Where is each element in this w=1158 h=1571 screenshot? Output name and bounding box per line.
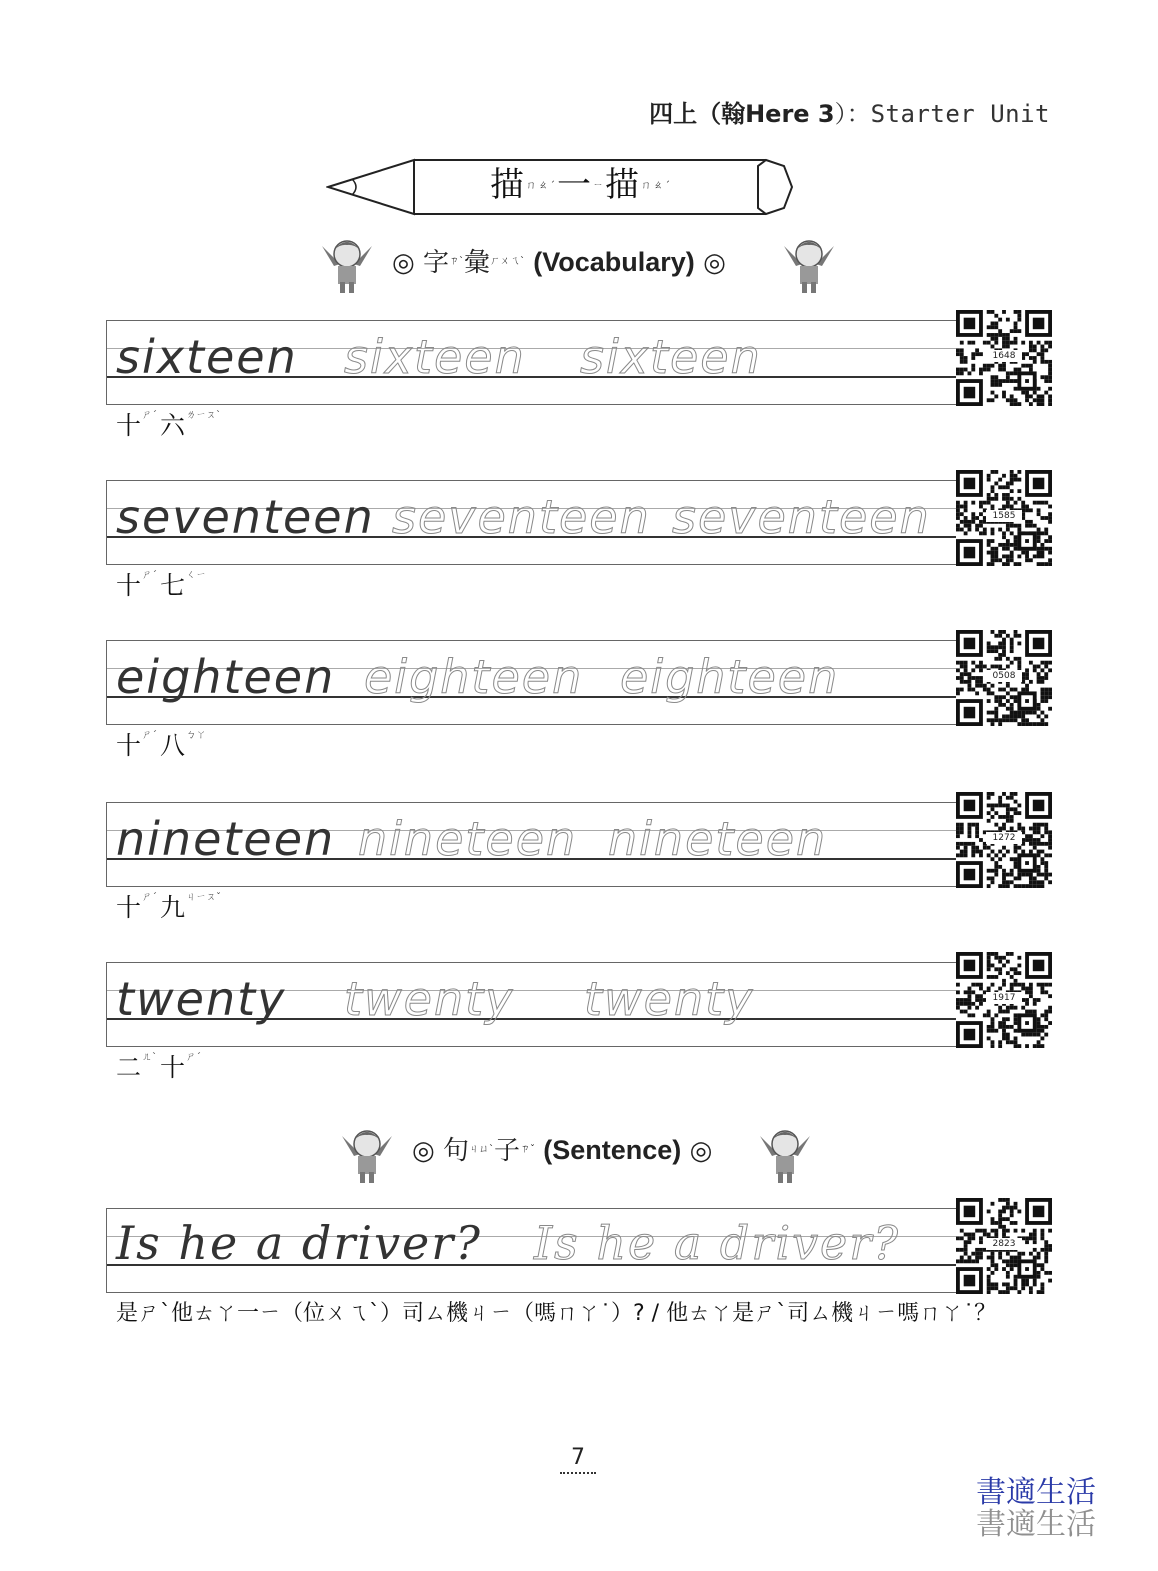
title-char: 描 [605, 165, 641, 205]
translation-bopomofo: ㄕˊ [142, 892, 158, 903]
section-marker: ◎ [412, 1136, 435, 1166]
translation-char: 十 [116, 571, 142, 600]
page-header [649, 94, 1050, 129]
section-bopomofo: ㄗˋ [448, 256, 464, 267]
qr-code-number: 1917 [986, 992, 1022, 1004]
child-icon [320, 236, 374, 294]
brand-logo-shadow: 書適生活 [976, 1507, 1096, 1542]
section-marker: ◎ [703, 248, 726, 278]
vocab-translation [116, 406, 224, 442]
vocab-writing-lines [106, 962, 956, 1046]
translation-char: 十 [116, 893, 142, 922]
translation-char: 八 [160, 731, 186, 760]
header-close: ）： [834, 100, 871, 128]
section-marker: ◎ [689, 1136, 713, 1166]
section-zh: 字 [422, 248, 449, 278]
vocab-translation [116, 566, 209, 602]
vocab-word: sixteen [116, 330, 298, 384]
title-bopomofo: ㄇㄠˊ [641, 180, 672, 192]
child-icon [758, 1126, 812, 1184]
qr-code-number: 1648 [986, 350, 1022, 362]
translation-bopomofo: ㄐㄧㄡˇ [186, 892, 222, 903]
vocab-word-trace: nineteen [358, 812, 578, 866]
vocab-word-trace: eighteen [364, 650, 584, 704]
title-char: 描 [490, 165, 526, 205]
brand-logo: 書適生活 [976, 1475, 1096, 1510]
section-marker: ◎ [392, 248, 415, 278]
title-char: 一 [557, 165, 593, 205]
translation-char: 九 [160, 893, 186, 922]
translation-bopomofo: ㄅㄚ [186, 730, 207, 741]
translation-bopomofo: ㄌㄧㄡˋ [186, 410, 222, 421]
qr-code[interactable] [956, 1198, 1052, 1294]
vocab-writing-lines [106, 802, 956, 886]
qr-code-number: 1585 [986, 510, 1022, 522]
vocab-word-trace: seventeen [392, 490, 651, 544]
header-book: Here 3 [745, 100, 835, 128]
pencil-title [416, 162, 746, 208]
qr-code[interactable] [956, 310, 1052, 406]
vocab-word-trace: sixteen [580, 330, 762, 384]
translation-char: 十 [116, 411, 142, 440]
vocab-word-trace: eighteen [620, 650, 840, 704]
translation-bopomofo: ㄑㄧ [186, 570, 207, 581]
child-icon [782, 236, 836, 294]
sentence-trace: Is he a driver? [534, 1216, 900, 1270]
translation-char: 六 [160, 411, 186, 440]
qr-code-number: 1272 [986, 832, 1022, 844]
vocabulary-section-title [392, 236, 726, 288]
section-bopomofo: ㄐㄩˋ [468, 1144, 494, 1155]
vocab-writing-lines [106, 480, 956, 564]
sentence-writing-lines [106, 1208, 956, 1292]
title-bopomofo: ㄧ [593, 180, 605, 192]
header-unit: Starter Unit [870, 100, 1050, 128]
vocab-writing-lines [106, 640, 956, 724]
sentence-section-title [412, 1124, 712, 1176]
section-en: (Vocabulary) [533, 247, 695, 277]
title-bopomofo: ㄇㄠˊ [526, 180, 557, 192]
sentence-example: Is he a driver? [116, 1216, 482, 1270]
translation-char: 十 [116, 731, 142, 760]
translation-bopomofo: ㄕˊ [142, 410, 158, 421]
translation-char: 二 [116, 1053, 142, 1082]
vocab-word-trace: twenty [344, 972, 515, 1026]
vocab-translation [116, 888, 224, 924]
sentence-translation: 是ㄕˋ他ㄊㄚ一ㄧ（位ㄨㄟˋ）司ㄙ機ㄐㄧ（嗎ㄇㄚ˙）? / 他ㄊㄚ是ㄕˋ司ㄙ機ㄐㄧ嗎ㄇㄚ˙？ [116, 1301, 997, 1326]
translation-bopomofo: ㄕˊ [142, 570, 158, 581]
vocab-translation [116, 726, 209, 762]
page-number: 7 [560, 1444, 596, 1474]
vocab-word-trace: nineteen [608, 812, 828, 866]
qr-code-number: 0508 [986, 670, 1022, 682]
child-icon [340, 1126, 394, 1184]
section-zh: 句 [442, 1136, 469, 1166]
vocab-word: eighteen [116, 650, 336, 704]
qr-code[interactable] [956, 792, 1052, 888]
qr-code-number: 2823 [986, 1238, 1022, 1250]
vocab-translation [116, 1048, 204, 1084]
section-bopomofo: ㄏㄨㄟˋ [489, 256, 525, 267]
section-en: (Sentence) [543, 1135, 682, 1165]
vocab-word-trace: seventeen [672, 490, 931, 544]
vocab-word-trace: twenty [584, 972, 755, 1026]
vocab-writing-lines [106, 320, 956, 404]
header-grade: 四上（翰 [649, 100, 746, 128]
translation-char: 十 [160, 1053, 186, 1082]
translation-bopomofo: ㄕˊ [142, 730, 158, 741]
section-zh: 子 [493, 1136, 520, 1166]
translation-bopomofo: ㄦˋ [142, 1052, 158, 1063]
qr-code[interactable] [956, 470, 1052, 566]
section-bopomofo: ㄗˇ [519, 1144, 535, 1155]
qr-code[interactable] [956, 630, 1052, 726]
vocab-word: nineteen [116, 812, 336, 866]
qr-code[interactable] [956, 952, 1052, 1048]
section-zh: 彙 [463, 248, 490, 278]
vocab-word: twenty [116, 972, 287, 1026]
vocab-word: seventeen [116, 490, 375, 544]
translation-bopomofo: ㄕˊ [186, 1052, 202, 1063]
translation-char: 七 [160, 571, 186, 600]
vocab-word-trace: sixteen [344, 330, 526, 384]
